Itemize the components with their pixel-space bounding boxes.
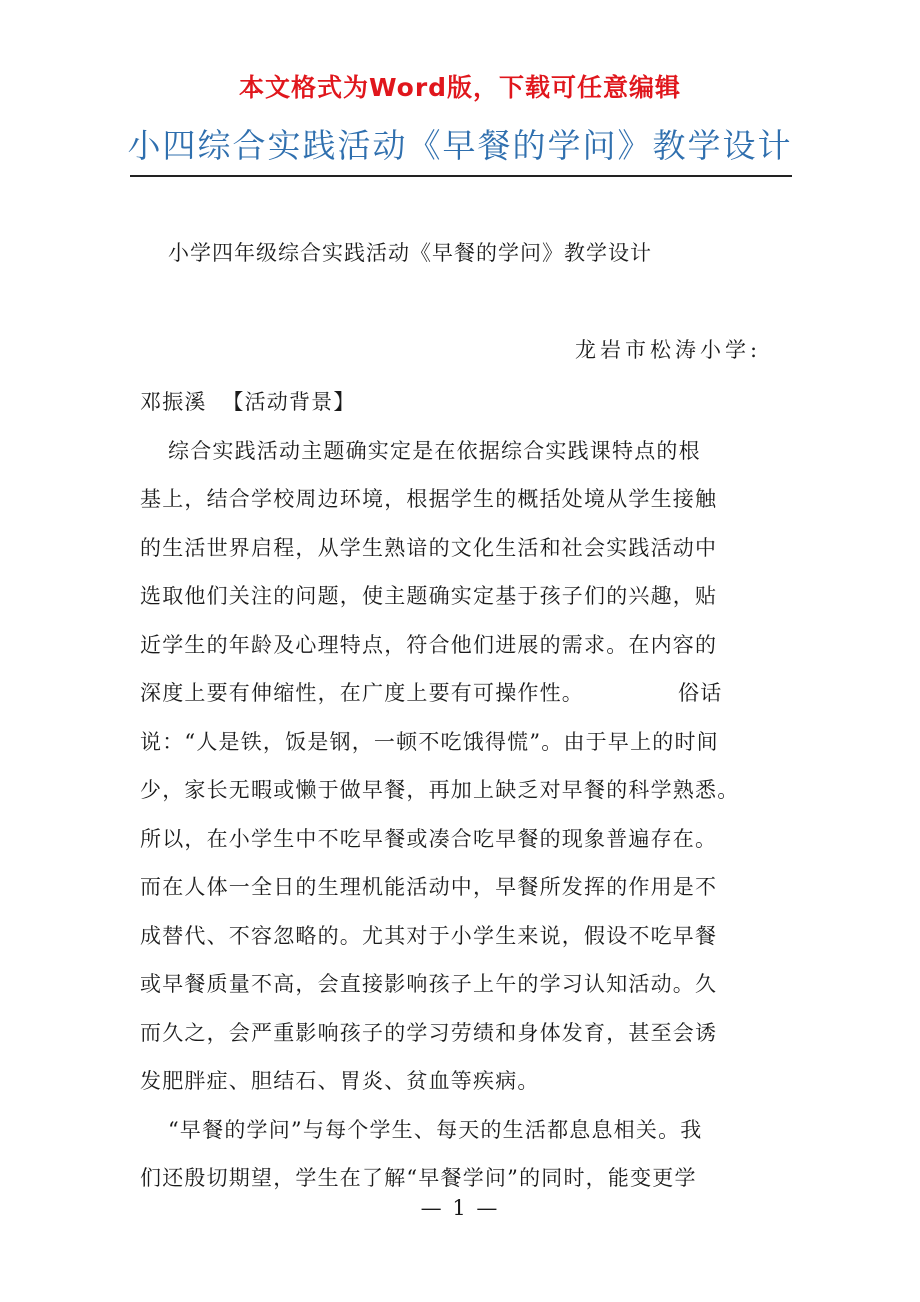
paragraph-line bbox=[140, 669, 785, 718]
title-divider bbox=[130, 175, 792, 177]
format-notice: 本文格式为Word版，下载可任意编辑 bbox=[238, 73, 682, 102]
page-number: — 1 — bbox=[420, 1196, 500, 1220]
paragraph-line: 综合实践活动主题确实定是在依据综合实践课特点的根 bbox=[168, 438, 701, 463]
paragraph-line: 而久之，会严重影响孩子的学习劳绩和身体发育，甚至会诱 bbox=[140, 1020, 718, 1045]
paragraph-line: 少，家长无暇或懒于做早餐，再加上缺乏对早餐的科学熟悉。 bbox=[140, 778, 740, 802]
paragraph-line: 们还殷切期望，学生在了解“早餐学问”的同时，能变更学 bbox=[140, 1166, 697, 1190]
document-title: 小四综合实践活动《早餐的学问》教学设计 bbox=[127, 126, 793, 165]
paragraph-line: 基上，结合学校周边环境，根据学生的概括处境从学生接触 bbox=[140, 487, 718, 511]
paragraph-line: 或早餐质量不高，会直接影响孩子上午的学习认知活动。久 bbox=[140, 972, 718, 996]
paragraph-line: 说：“人是铁，饭是钢，一顿不吃饿得慌”。由于早上的时间 bbox=[140, 729, 719, 754]
section-heading: 【活动背景】 bbox=[222, 390, 356, 414]
paragraph-line: “早餐的学问”与每个学生、每天的生活都息息相关。我 bbox=[168, 1117, 703, 1142]
paragraph-start: 俗话 bbox=[678, 681, 723, 705]
paragraph-line: 而在人体一全日的生理机能活动中，早餐所发挥的作用是不 bbox=[140, 875, 718, 899]
author-line bbox=[140, 378, 785, 427]
document-subtitle: 小学四年级综合实践活动《早餐的学问》教学设计 bbox=[168, 241, 652, 265]
author-name: 邓振溪 bbox=[140, 390, 207, 414]
paragraph-line: 发肥胖症、胆结石、胃炎、贫血等疾病。 bbox=[140, 1069, 540, 1093]
paragraph-line: 成替代、不容忽略的。尤其对于小学生来说，假设不吃早餐 bbox=[140, 923, 718, 948]
paragraph-line: 近学生的年龄及心理特点，符合他们进展的需求。在内容的 bbox=[140, 632, 718, 657]
paragraph-line-text: 深度上要有伸缩性，在广度上要有可操作性。 bbox=[140, 681, 584, 705]
school-name: 龙岩市松涛小学: bbox=[575, 338, 762, 362]
paragraph-line: 的生活世界启程，从学生熟谙的文化生活和社会实践活动中 bbox=[140, 535, 718, 560]
document-body bbox=[140, 378, 785, 1203]
paragraph-line: 选取他们关注的问题，使主题确实定基于孩子们的兴趣，贴 bbox=[140, 584, 718, 608]
paragraph-line: 所以，在小学生中不吃早餐或凑合吃早餐的现象普遍存在。 bbox=[140, 826, 718, 851]
